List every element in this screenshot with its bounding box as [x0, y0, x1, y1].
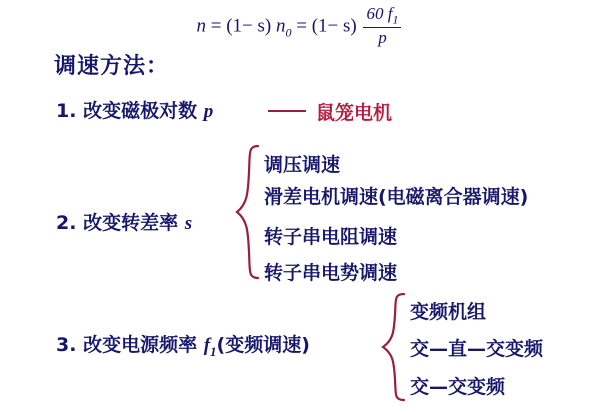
list-item-3-sub-1: 变频机组 — [410, 301, 487, 323]
list-item-3-sub-3: 交—交变频 — [410, 376, 506, 398]
list-item-1-symbol: p — [203, 101, 214, 122]
list-item-1-number: 1. — [56, 100, 77, 122]
formula-n: n — [196, 15, 207, 37]
page-title: 调速方法： — [54, 54, 170, 79]
formula-fraction-numerator — [363, 5, 401, 26]
brace-group-3 — [380, 292, 406, 402]
formula-frac-num-text: 60 f — [366, 4, 393, 23]
formula-n0-sub: 0 — [285, 25, 292, 40]
list-item-2-sub-3: 转子串电阻调速 — [264, 226, 398, 248]
formula-fraction-denominator: p — [378, 28, 387, 48]
list-item-3 — [56, 330, 310, 360]
list-item-1-text: 改变磁极对数 — [83, 100, 198, 122]
callout-squirrel-cage-motor: 鼠笼电机 — [316, 102, 393, 124]
list-item-2-sub-4: 转子串电势调速 — [264, 262, 398, 284]
formula-eq2: = (1− s) — [296, 15, 357, 37]
list-item-3-suffix: (变频调速) — [216, 334, 310, 356]
list-item-1 — [56, 96, 213, 123]
list-item-3-symbol-sub: 1 — [210, 343, 217, 359]
list-item-2-symbol: s — [184, 213, 193, 234]
list-item-2 — [56, 208, 192, 235]
formula-line — [0, 6, 600, 48]
list-item-3-text: 改变电源频率 — [83, 334, 198, 356]
dash-connector-1 — [268, 110, 306, 112]
formula-eq1: = (1− s) — [210, 15, 272, 37]
list-item-3-number: 3. — [56, 334, 77, 356]
list-item-2-sub-2: 滑差电机调速(电磁离合器调速) — [264, 186, 529, 208]
list-item-2-sub-1: 调压调速 — [264, 154, 341, 176]
list-item-2-number: 2. — [56, 212, 77, 234]
formula-n0: n — [276, 15, 286, 37]
formula-fraction — [363, 5, 401, 47]
list-item-3-symbol: f — [203, 335, 211, 356]
brace-group-2 — [234, 144, 260, 280]
formula-frac-num-sub: 1 — [392, 12, 399, 27]
list-item-3-sub-2: 交—直—交变频 — [410, 338, 544, 360]
list-item-2-text: 改变转差率 — [83, 212, 179, 234]
